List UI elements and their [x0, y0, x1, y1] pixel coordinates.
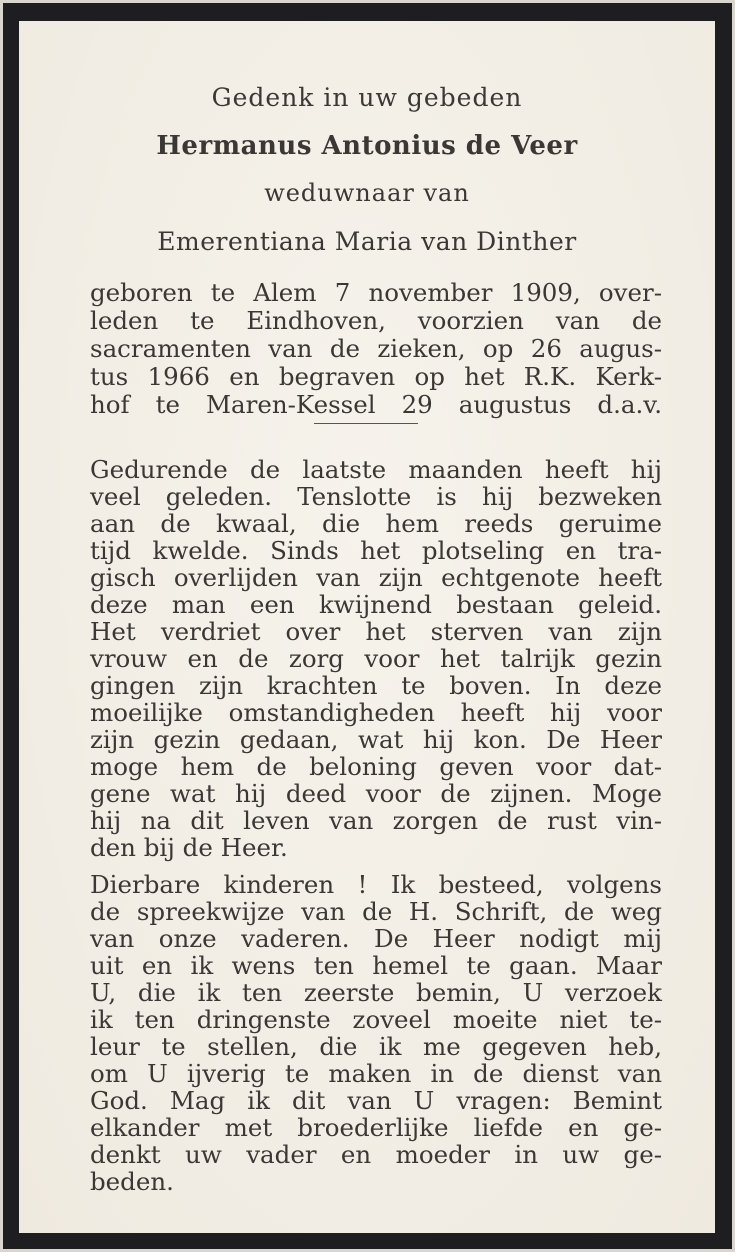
deceased-name: Hermanus Antonius de Veer [156, 131, 578, 161]
paragraph1-line: moeilijke omstandigheden heeft hij voor [90, 698, 662, 727]
paragraph1-line: den bij de Heer. [90, 833, 288, 862]
divider-rule [314, 423, 418, 424]
paragraph1-line: Het verdriet over het sterven van zijn [90, 617, 662, 646]
paragraph1-line: vrouw en de zorg voor het talrijk gezin [90, 644, 662, 673]
paragraph2-line: God. Mag ik dit van U vragen: Bemint [90, 1086, 662, 1115]
paragraph2-line: om U ijverig te maken in de dienst van [90, 1059, 662, 1088]
paragraph2-line: leur te stellen, die ik me gegeven heb, [90, 1032, 662, 1061]
paragraph1-line: gene wat hij deed voor de zijnen. Moge [90, 779, 662, 808]
paragraph1-line: Gedurende de laatste maanden heeft hij [90, 455, 662, 484]
details-line: hof te Maren-Kessel 29 augustus d.a.v. [90, 390, 662, 419]
paragraph1-line: moge hem de beloning geven voor dat- [90, 752, 662, 781]
paragraph2-line: elkander met broederlijke liefde en ge- [90, 1113, 662, 1142]
paragraph1-line: zijn gezin gedaan, wat hij kon. De Heer [90, 725, 662, 754]
paragraph1-line: gisch overlijden van zijn echtgenote heeft [90, 563, 662, 592]
paragraph2-line: van onze vaderen. De Heer nodigt mij [90, 924, 662, 953]
paragraph2-line: de spreekwijze van de H. Schrift, de weg [90, 897, 662, 926]
paragraph2-line: uit en ik wens ten hemel te gaan. Maar [90, 951, 662, 980]
paragraph1-line: hij na dit leven van zorgen de rust vin- [90, 806, 662, 835]
prayer-heading: Gedenk in uw gebeden [211, 83, 523, 112]
details-line: leden te Eindhoven, voorzien van de [90, 306, 662, 335]
memorial-card-border [3, 3, 732, 1249]
paragraph2-line: ik ten dringenste zoveel moeite niet te- [90, 1005, 662, 1034]
paragraph2-line: beden. [90, 1167, 174, 1196]
details-line: sacramenten van de zieken, op 26 augus- [90, 334, 662, 363]
relation-label: weduwnaar van [264, 179, 470, 207]
paragraph1-line: veel geleden. Tenslotte is hij bezweken [90, 482, 662, 511]
paragraph1-line: gingen zijn krachten te boven. In deze [90, 671, 662, 700]
paragraph2-line: U, die ik ten zeerste bemin, U verzoek [90, 978, 662, 1007]
paragraph2-line: Dierbare kinderen ! Ik besteed, volgens [90, 870, 662, 899]
details-line: tus 1966 en begraven op het R.K. Kerk- [90, 362, 662, 391]
paragraph1-line: aan de kwaal, die hem reeds geruime [90, 509, 662, 538]
paragraph1-line: tijd kwelde. Sinds het plotseling en tra- [90, 536, 662, 565]
paragraph1-line: deze man een kwijnend bestaan geleid. [90, 590, 662, 619]
spouse-name: Emerentiana Maria van Dinther [157, 227, 577, 256]
memorial-card [19, 21, 715, 1233]
paragraph2-line: denkt uw vader en moeder in uw ge- [90, 1140, 662, 1169]
details-line: geboren te Alem 7 november 1909, over- [90, 278, 662, 307]
